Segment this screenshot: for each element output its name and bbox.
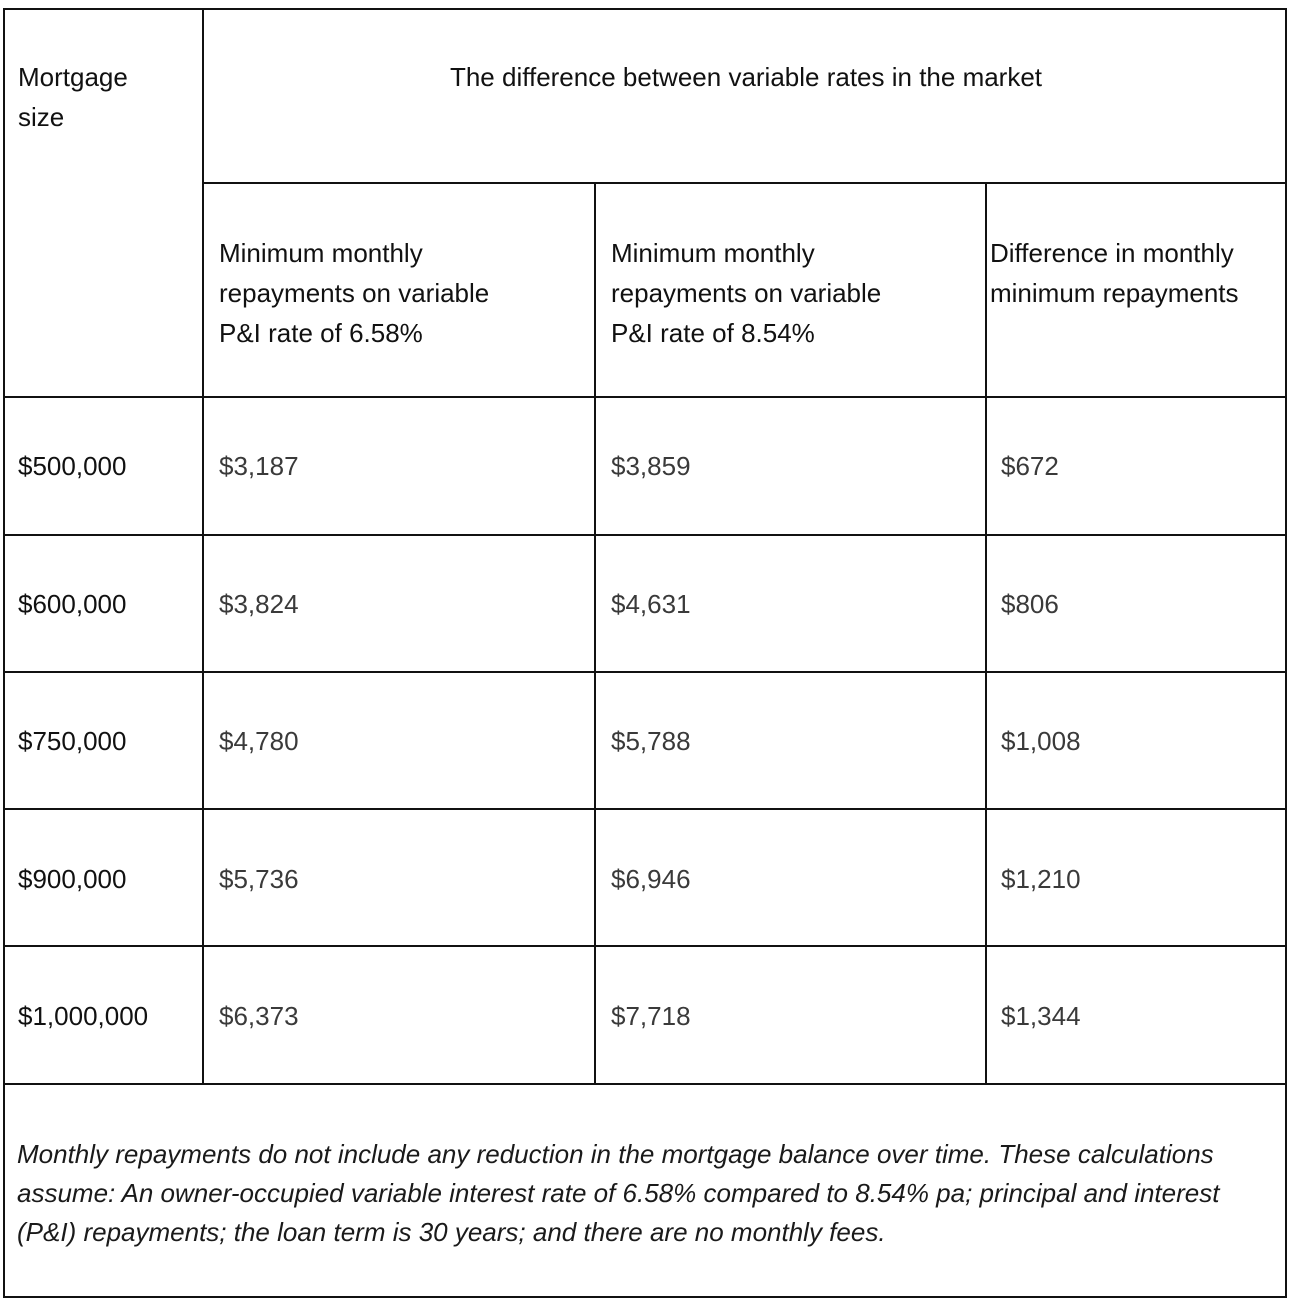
rule-col-size bbox=[202, 8, 204, 1085]
column-header-rate-658 bbox=[219, 233, 489, 353]
row-2-rate-854: $4,631 bbox=[611, 589, 691, 619]
rule-row-1 bbox=[3, 534, 1287, 536]
column-header-rate-854-line1: Minimum monthly bbox=[611, 238, 815, 268]
column-header-rate-658-line2: repayments on variable bbox=[219, 278, 490, 308]
row-1-rate-658: $3,187 bbox=[219, 451, 299, 481]
rule-col-854 bbox=[985, 182, 987, 1085]
column-header-difference bbox=[990, 233, 1239, 313]
row-4-rate-658: $5,736 bbox=[219, 864, 299, 894]
row-2-size: $600,000 bbox=[18, 589, 127, 619]
row-1-size: $500,000 bbox=[18, 451, 127, 481]
row-5-size: $1,000,000 bbox=[18, 1001, 149, 1031]
row-1-rate-854: $3,859 bbox=[611, 451, 691, 481]
group-header: The difference between variable rates in the market bbox=[449, 62, 1043, 92]
row-5-difference: $1,344 bbox=[1001, 1001, 1081, 1031]
rule-col-658 bbox=[594, 182, 596, 1085]
row-3-size: $750,000 bbox=[18, 726, 127, 756]
mortgage-size-header-line1: Mortgage bbox=[18, 62, 128, 92]
row-2-difference: $806 bbox=[1001, 589, 1059, 619]
footnote: Monthly repayments do not include any reduction in the mortgage balance over time. These calculations assume: An owner-occupied variable interest rate of 6.58% compared to 8.54% pa; principal and interest (P&I) repayments; the loan term is 30 years; and there are no monthly fees. bbox=[17, 1139, 1220, 1247]
mortgage-size-header bbox=[18, 57, 128, 137]
row-4-difference: $1,210 bbox=[1001, 864, 1081, 894]
column-header-rate-658-line3: P&I rate of 6.58% bbox=[219, 318, 423, 348]
column-header-rate-854-line3: P&I rate of 8.54% bbox=[611, 318, 815, 348]
column-header-rate-854-line2: repayments on variable bbox=[611, 278, 882, 308]
row-5-rate-658: $6,373 bbox=[219, 1001, 299, 1031]
rule-above-footnote bbox=[3, 1083, 1287, 1085]
column-header-difference-line1: Difference in monthly bbox=[990, 238, 1234, 268]
rule-row-3 bbox=[3, 808, 1287, 810]
row-4-size: $900,000 bbox=[18, 864, 127, 894]
row-2-rate-658: $3,824 bbox=[219, 589, 299, 619]
row-3-rate-854: $5,788 bbox=[611, 726, 691, 756]
rule-row-4 bbox=[3, 945, 1287, 947]
row-3-difference: $1,008 bbox=[1001, 726, 1081, 756]
repayments-table bbox=[3, 8, 1287, 1298]
column-header-difference-line2: minimum repayments bbox=[990, 278, 1239, 308]
rule-under-group-header bbox=[203, 182, 1287, 184]
row-3-rate-658: $4,780 bbox=[219, 726, 299, 756]
column-header-rate-854 bbox=[611, 233, 881, 353]
rule-row-2 bbox=[3, 671, 1287, 673]
column-header-rate-658-line1: Minimum monthly bbox=[219, 238, 423, 268]
mortgage-size-header-line2: size bbox=[18, 102, 65, 132]
row-5-rate-854: $7,718 bbox=[611, 1001, 691, 1031]
row-1-difference: $672 bbox=[1001, 451, 1059, 481]
row-4-rate-854: $6,946 bbox=[611, 864, 691, 894]
rule-under-column-headers bbox=[3, 396, 1287, 398]
